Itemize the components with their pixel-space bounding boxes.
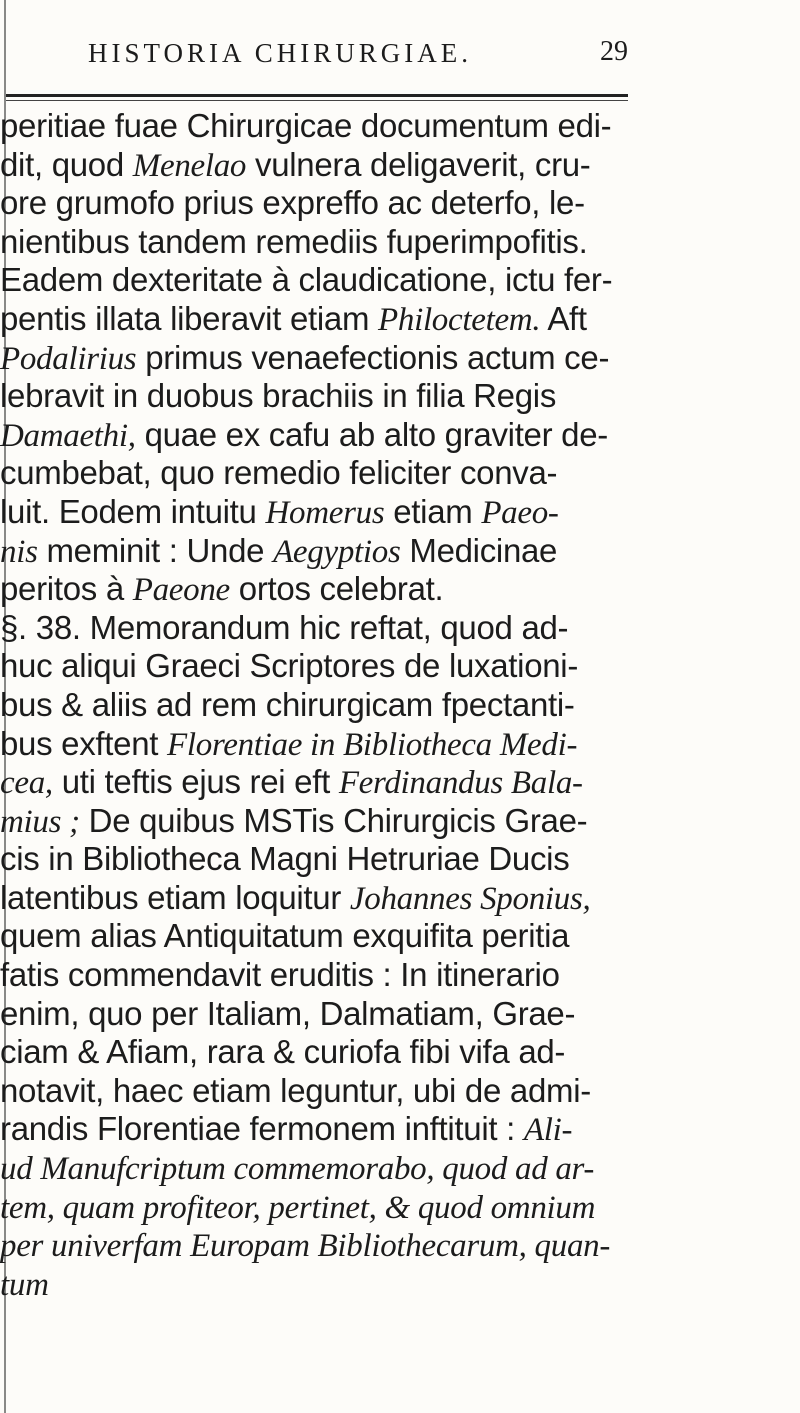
text-line <box>0 840 640 879</box>
text-line <box>0 570 640 609</box>
text-segment: De quibus MSTis Chirurgicis Grae- <box>79 801 588 839</box>
italic-segment: Podalirius <box>0 340 137 377</box>
text-line <box>0 1188 640 1227</box>
text-line <box>0 956 640 995</box>
italic-segment: tum <box>0 1266 49 1303</box>
italic-segment: Ali- <box>523 1112 573 1149</box>
italic-segment: ud Manufcriptum commemorabo, quod ad ar- <box>0 1151 595 1188</box>
text-line <box>0 1265 640 1304</box>
italic-segment: mius ; <box>0 803 80 840</box>
text-line <box>0 493 640 532</box>
text-segment: primus venaefectionis actum ce- <box>136 338 610 376</box>
text-segment: notavit, haec etiam leguntur, ubi de admi- <box>0 1071 591 1109</box>
text-segment: Medicinae <box>400 531 558 569</box>
text-segment: Eadem dexteritate à claudicatione, ictu fer- <box>0 261 613 299</box>
text-line <box>0 300 640 339</box>
italic-segment: nis <box>0 533 38 570</box>
text-segment: latentibus etiam loquitur <box>0 878 350 916</box>
italic-segment: tem, quam profiteor, pertinet, & quod omnium <box>0 1189 596 1226</box>
text-segment: vulnera deligaverit, cru- <box>246 145 591 183</box>
italic-segment: Ferdinandus Bala- <box>338 765 583 802</box>
text-line <box>0 609 640 648</box>
header-rule-thin <box>6 100 628 101</box>
text-line <box>0 377 640 416</box>
header-rule <box>6 94 628 97</box>
italic-segment: per univerfam Europam Bibliothecarum, quan- <box>0 1228 611 1265</box>
body-text <box>0 107 640 1303</box>
text-segment: ortos celebrat. <box>229 570 444 608</box>
italic-segment: Philoctetem. <box>378 301 541 338</box>
text-line <box>0 1149 640 1188</box>
text-line <box>0 917 640 956</box>
text-segment: uti teftis ejus rei eft <box>52 763 339 801</box>
text-segment: pentis illata liberavit etiam <box>0 299 379 337</box>
text-line <box>0 1110 640 1149</box>
text-line <box>0 107 640 146</box>
text-segment: luit. Eodem intuitu <box>0 492 266 530</box>
text-segment: enim, quo per Italiam, Dalmatiam, Grae- <box>0 994 576 1032</box>
text-line <box>0 1033 640 1072</box>
text-segment: bus & aliis ad rem chirurgicam fpectanti- <box>0 685 575 723</box>
text-segment: fatis commendavit eruditis : In itinerario <box>0 956 560 994</box>
text-segment: nientibus tandem remediis fuperimpofitis. <box>0 222 588 260</box>
running-head-title: HISTORIA CHIRURGIAE. <box>88 38 473 68</box>
text-line <box>0 416 640 455</box>
text-line <box>0 261 640 300</box>
text-line <box>0 763 640 802</box>
italic-segment: Homerus <box>265 494 385 531</box>
page-number: 29 <box>600 36 628 67</box>
text-line <box>0 1226 640 1265</box>
text-segment: peritos à <box>0 570 133 608</box>
text-line <box>0 995 640 1034</box>
text-segment: meminit : Unde <box>37 531 274 569</box>
text-segment: ore grumofo prius expreffo ac deterfo, le- <box>0 184 585 222</box>
text-line <box>0 879 640 918</box>
text-segment: lebravit in duobus brachiis in filia Regis <box>0 377 557 415</box>
text-line <box>0 686 640 725</box>
text-segment: bus exftent <box>0 724 168 762</box>
text-segment: ciam & Afiam, rara & curiofa fibi vifa ad- <box>0 1033 566 1071</box>
text-segment: quem alias Antiquitatum exquifita peritia <box>0 917 570 955</box>
italic-segment: Aegyptios <box>273 533 401 570</box>
italic-segment: Paeone <box>132 572 230 609</box>
text-segment: etiam <box>384 492 482 530</box>
text-line <box>0 1072 640 1111</box>
text-line <box>0 532 640 571</box>
text-line <box>0 647 640 686</box>
text-segment: huc aliqui Graeci Scriptores de luxationi- <box>0 647 579 685</box>
italic-segment: Damaethi, <box>0 417 136 454</box>
text-line <box>0 223 640 262</box>
italic-segment: cea, <box>0 765 53 802</box>
italic-segment: Paeo- <box>481 494 559 531</box>
italic-segment: Johannes Sponius, <box>349 880 591 917</box>
text-line <box>0 146 640 185</box>
running-head <box>0 38 660 78</box>
text-line <box>0 725 640 764</box>
text-segment: cis in Bibliotheca Magni Hetruriae Ducis <box>0 840 570 878</box>
text-line <box>0 454 640 493</box>
text-line <box>0 184 640 223</box>
text-line <box>0 339 640 378</box>
text-segment: dit, quod <box>0 145 133 183</box>
text-line <box>0 802 640 841</box>
text-segment: randis Florentiae fermonem inftituit : <box>0 1110 524 1148</box>
text-segment: §. 38. Memorandum hic reftat, quod ad- <box>0 608 569 646</box>
text-segment: cumbebat, quo remedio feliciter conva- <box>0 454 558 492</box>
italic-segment: Florentiae in Bibliotheca Medi- <box>167 726 578 763</box>
text-segment: quae ex cafu ab alto graviter de- <box>135 415 608 453</box>
text-segment: peritiae fuae Chirurgicae documentum edi- <box>0 107 612 144</box>
italic-segment: Menelao <box>132 147 247 184</box>
text-segment: Aft <box>540 299 587 337</box>
